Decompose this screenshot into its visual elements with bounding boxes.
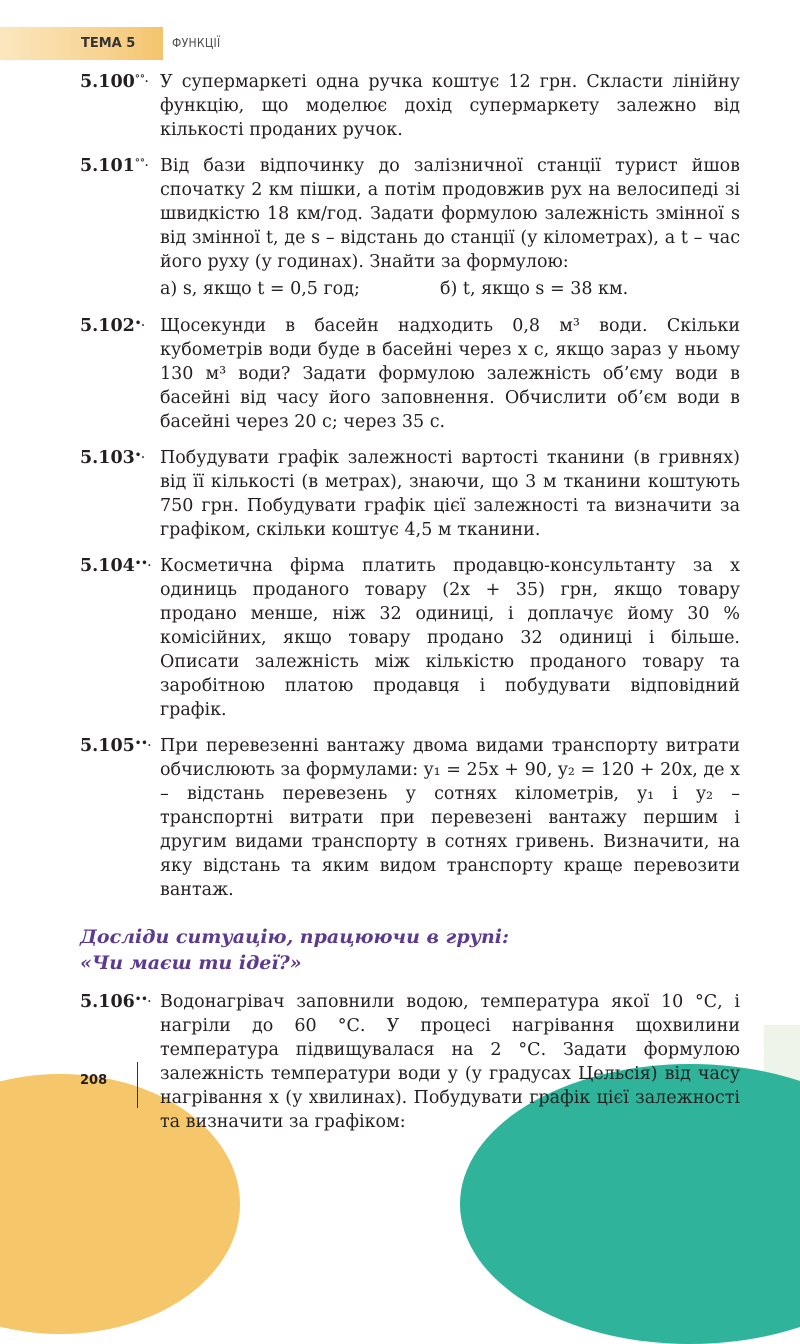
problem-text: Побудувати графік залежності вартості тканини (в гривнях) від її кількості (в метрах), знаючи, що 3 м тканини коштують 750 грн. Побудувати графік цієї залежності та визначити за графіком, скільки коштує 4,5 м тканини.	[160, 448, 740, 540]
option-a: а) s, якщо t = 0,5 год;	[160, 279, 360, 299]
problem-5-102	[80, 314, 740, 434]
problem-options	[160, 276, 740, 302]
group-heading-line-1: Досліди ситуацію, працюючи в групі:	[80, 926, 510, 948]
problem-5-104	[80, 554, 740, 722]
problem-text: При перевезенні вантажу двома видами транспорту витрати обчислюють за формулами: y₁ = 25x + 90, y₂ = 120 + 20x, де x – відстань перевезень у сотнях кілометрів, y₁ і y₂ – транспортні витрати при перевезені вантажу першим і другим видами транспорту в сотнях гривень. Визначити, на яку відстань та яким видом транспорту краще перевозити вантаж.	[160, 736, 740, 900]
problem-text: Щосекунди в басейн надходить 0,8 м³ води. Скільки кубометрів води буде в басейні через x с, якщо зараз у ньому 130 м³ води? Задати формулою залежність об’єму води в басейні від часу його заповнення. Обчислити об’єм води в басейні через 20 с; через 35 с.	[160, 316, 740, 432]
problem-number: 5.104••.	[80, 556, 152, 576]
problem-number: 5.103•.	[80, 448, 145, 468]
page-divider	[137, 1062, 138, 1108]
problem-text: У супермаркеті одна ручка коштує 12 грн. Скласти лінійну функцію, що моделює дохід супермаркету залежно від кількості проданих ручок.	[160, 72, 740, 140]
problem-number: 5.105••.	[80, 736, 152, 756]
problem-number: 5.100°°.	[80, 72, 149, 92]
problem-5-106	[80, 990, 740, 1134]
problem-number: 5.101°°.	[80, 156, 149, 176]
theme-name: ФУНКЦІЇ	[172, 36, 221, 50]
group-heading	[80, 924, 740, 976]
problem-5-101	[80, 154, 740, 302]
problem-text: Косметична фірма платить продавцю-консультанту за x одиниць проданого товару (2x + 35) грн, якщо товару продано менше, ніж 32 одиниці, і доплачує йому 30 % комісійних, якщо товару продано 32 одиниці і більше. Описати залежність між кількістю проданого товару та заробітною платою продавця і побудувати відповідний графік.	[160, 556, 740, 720]
problem-text: Від бази відпочинку до залізничної станції турист йшов спочатку 2 км пішки, а потім продовжив рух на велосипеді зі швидкістю 18 км/год. Задати формулою залежність змінної s від змінної t, де s – відстань до станції (у кілометрах), а t – час його руху (у годинах). Знайти за формулою:	[160, 156, 740, 272]
problem-number: 5.102•.	[80, 316, 145, 336]
problem-text: Водонагрівач заповнили водою, температура якої 10 °С, і нагріли до 60 °С. У процесі нагрівання щохвилини температура підвищувалася на 2 °С. Задати формулою залежність температури води y (у градусах Цельсія) від часу нагрівання x (у хвилинах). Побудувати графік цієї залежності та визначити за графіком:	[160, 992, 740, 1132]
problem-5-100	[80, 70, 740, 142]
page-content	[80, 70, 740, 1146]
problem-5-105	[80, 734, 740, 902]
group-heading-line-2: «Чи маєш ти ідеї?»	[80, 952, 302, 974]
theme-label: ТЕМА 5	[81, 36, 136, 51]
problem-number: 5.106••.	[80, 992, 152, 1012]
problem-5-103	[80, 446, 740, 542]
option-b: б) t, якщо s = 38 км.	[440, 279, 629, 299]
page-number: 208	[80, 1073, 108, 1088]
